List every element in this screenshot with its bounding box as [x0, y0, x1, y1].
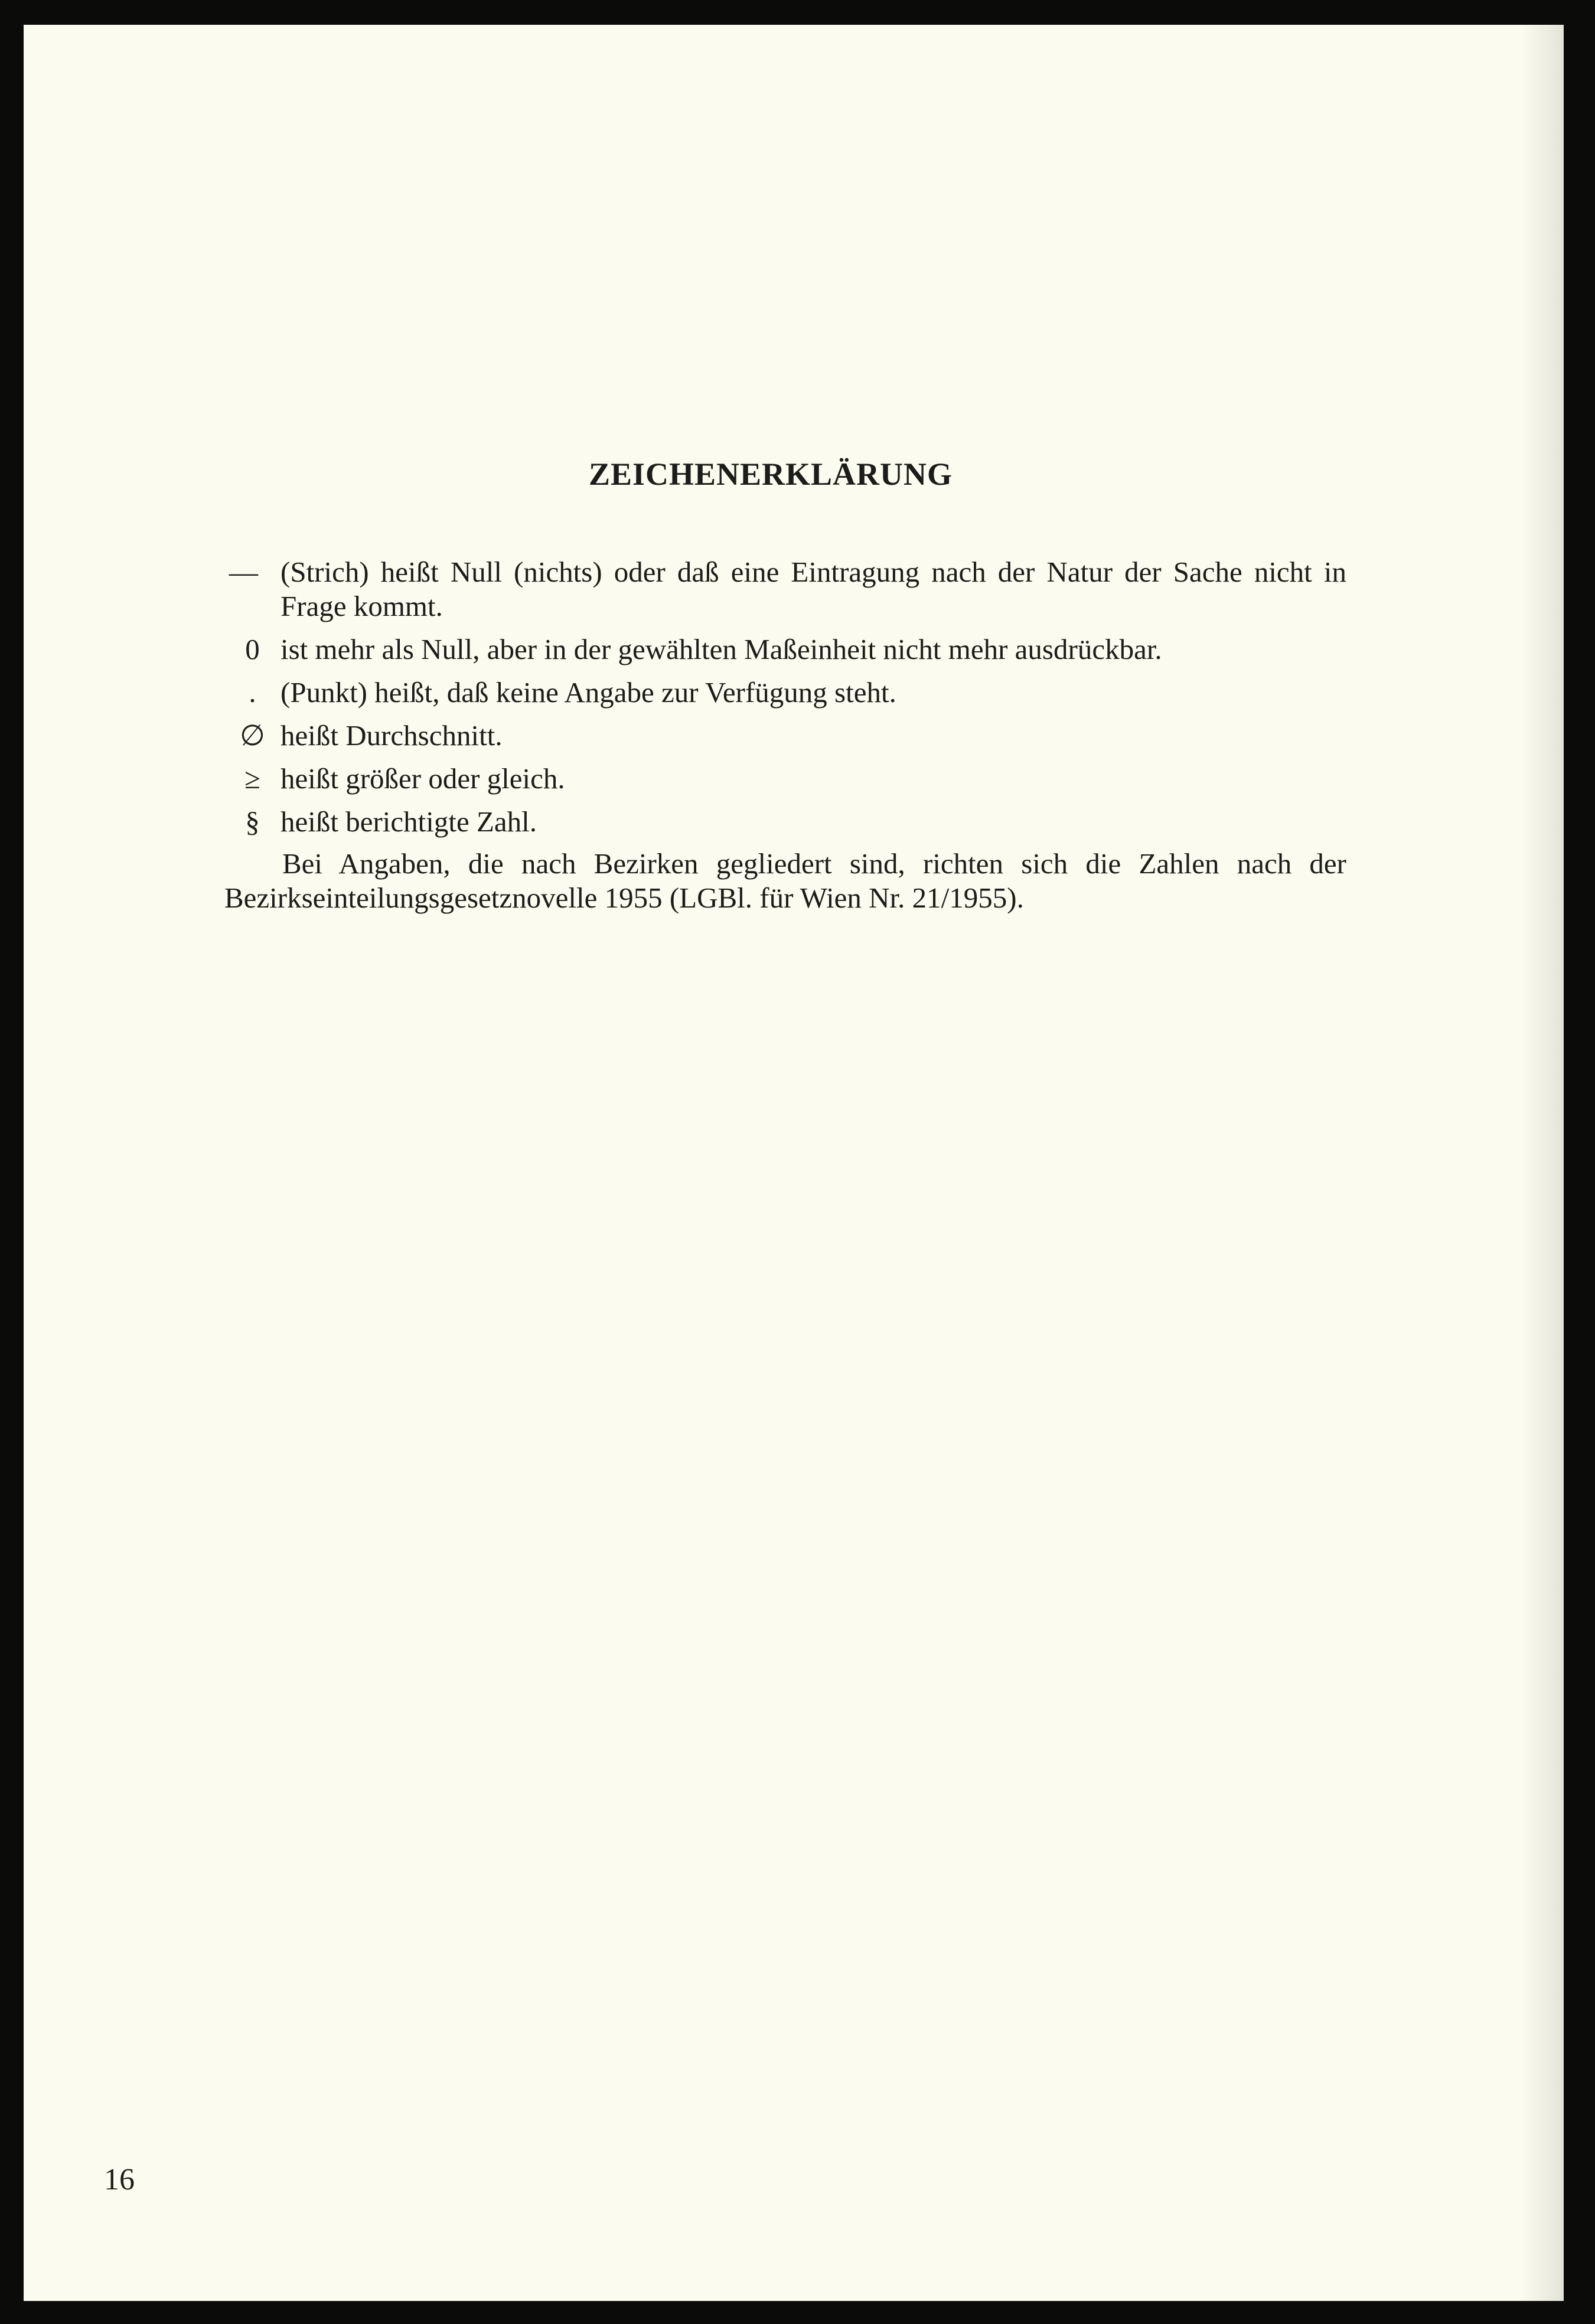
legend-symbol-dot: .	[249, 676, 256, 709]
page-number: 16	[104, 2163, 135, 2196]
legend-symbol-greater-equal: ≥	[244, 762, 260, 795]
legend-text-dash: (Strich) heißt Null (nichts) oder daß eine Eintragung nach der Natur der Sache nicht in Frage kommt.	[280, 556, 1346, 622]
legend-item-zero	[224, 632, 1346, 667]
page-heading: ZEICHENERKLÄRUNG	[588, 456, 953, 492]
legend-item-dash	[224, 555, 1346, 624]
legend-text-average: heißt Durchschnitt.	[280, 719, 503, 752]
legend-item-section	[224, 805, 1346, 839]
legend-item-dot	[224, 675, 1346, 710]
legend-text-zero: ist mehr als Null, aber in der gewählten Maßeinheit nicht mehr ausdrückbar.	[280, 633, 1162, 665]
symbol-legend	[224, 555, 1346, 915]
district-note: Bei Angaben, die nach Bezirken gegliedert sind, richten sich die Zahlen nach der Bezirkseinteilungsgesetznovelle 1955 (LGBl. für Wien Nr. 21/1955).	[224, 847, 1346, 914]
legend-symbol-zero: 0	[245, 633, 260, 665]
legend-text-section: heißt berichtigte Zahl.	[280, 805, 537, 838]
legend-text-dot: (Punkt) heißt, daß keine Angabe zur Verfügung steht.	[280, 676, 896, 709]
legend-symbol-dash: —	[229, 556, 258, 588]
legend-symbol-average: ∅	[240, 719, 265, 752]
legend-item-average	[224, 719, 1346, 753]
document-page	[24, 25, 1564, 2301]
legend-text-greater-equal: heißt größer oder gleich.	[280, 762, 565, 795]
legend-item-greater-equal	[224, 762, 1346, 796]
legend-symbol-section: §	[245, 805, 260, 838]
